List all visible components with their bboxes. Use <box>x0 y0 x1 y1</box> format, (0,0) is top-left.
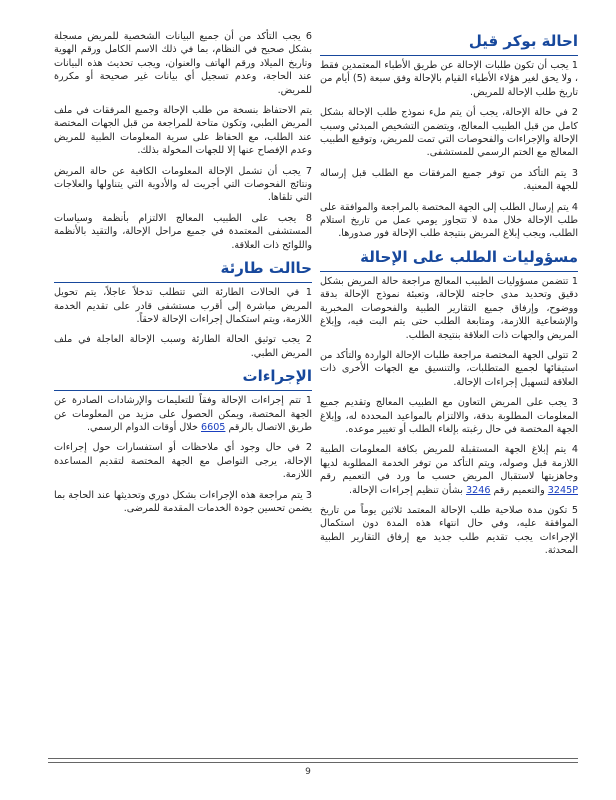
list-item: 2 في حالة الإحالة، يجب أن يتم ملء نموذج طلب الإحالة بشكل كامل من قبل الطبيب المعالج، ويتضمن التشخيص المبدئي وسبب الإحالة والإجراءات والفحوصات التي تمت للمريض، وتوقيع الطبيب المعالج مع الختم الرسمي للمستشفى. <box>320 107 578 159</box>
list-item: 1 يجب أن تكون طلبات الإحالة عن طريق الأطباء المعتمدين فقط ، ولا يحق لغير هؤلاء الأطباء القيام بالإحالة وفق سبعة (5) أيام من تاريخ طلب الإحالة للمريض. <box>320 60 578 98</box>
list-item: 1 في الحالات الطارئة التي تتطلب تدخلاً عاجلاً، يتم تحويل المريض مباشرة إلى أقرب مستشفى قادر على تقديم الخدمة اللازمة، ويتم استكمال إجراءات الإحالة لاحقاً. <box>54 287 312 325</box>
list-item: 4 يتم إرسال الطلب إلى الجهة المختصة بالمراجعة والموافقة على طلب الإحالة خلال مدة لا تتجاوز يومي عمل من تاريخ استلام الطلب، ويجب إبلاغ المريض بنتيجة طلب الإحالة فور صدورها. <box>319 201 578 240</box>
list-item: 2 في حال وجود أي ملاحظات أو استفسارات حول إجراءات الإحالة، يرجى التواصل مع الجهة المختصة لتقديم المساعدة اللازمة. <box>54 442 312 481</box>
list-item: 8 يجب على الطبيب المعالج الالتزام بأنظمة وسياسات المستشفى المعتمدة في جميع مراحل الإحالة، والتقيد بالأنظمة واللوائح ذات العلاقة. <box>54 212 312 251</box>
section-title-referral: احالة بوكر قيل <box>320 32 578 56</box>
list-item: 1 تتضمن مسؤوليات الطبيب المعالج مراجعة حالة المريض بشكل دقيق وتحديد مدى حاجته للإحالة، وتعبئة نموذج الإحالة بدقة ووضوح، وإرفاق جميع التقارير الطبية والفحوصات المخبرية والإشعاعية اللازمة، ومتابعة الطلب حتى يتم البت فيه، وإبلاغ المريض والجهات ذات العلاقة بنتيجة الطلب. <box>320 275 578 341</box>
list-item: 1 تتم إجراءات الإحالة وفقاً للتعليمات والإرشادات الصادرة عن الجهة المختصة، ويمكن الحصول على مزيد من المعلومات عن طريق الاتصال بالرقم 6605 خلال أوقات الدوام الرسمي. <box>54 395 312 433</box>
footer-divider <box>48 758 578 759</box>
section-title-procedures: الإجراءات <box>54 367 312 391</box>
circular-link-3245[interactable]: 3245P <box>547 484 578 496</box>
list-item: 4 يتم إبلاغ الجهة المستقبلة للمريض بكافة المعلومات الطبية اللازمة قبل وصوله، ويتم التأكد من توفر الخدمة المطلوبة لديها وجاهزيتها لاستقبال المريض حسب ما ورد في التعميم رقم 3245P والتعميم رقم 3246 بشأن تنظيم إجراءات الإحالة. <box>320 444 578 496</box>
circular-link-3246[interactable]: 3246 <box>466 484 491 496</box>
page-number: 9 <box>305 767 311 777</box>
list-item: 3 يتم التأكد من توفر جميع المرفقات مع الطلب قبل إرساله للجهة المعنية. <box>320 167 578 193</box>
left-column <box>54 30 312 522</box>
list-item: 3 يتم مراجعة هذه الإجراءات بشكل دوري وتحديثها عند الحاجة بما يضمن تحسين جودة الخدمات المقدمة للمرضى. <box>54 489 312 514</box>
list-item: 3 يجب على المريض التعاون مع الطبيب المعالج وتقديم جميع المعلومات المطلوبة بدقة، والالتزام بالمواعيد المحددة له، وإبلاغ الجهة المختصة في حال رغبته بإلغاء الطلب أو تغيير موعده. <box>320 397 578 435</box>
footer-divider <box>48 762 578 763</box>
list-item: 5 تكون مدة صلاحية طلب الإحالة المعتمد ثلاثين يوماً من تاريخ الموافقة عليه، وفي حال انتهاء هذه المدة دون استكمال الإجراءات يجب تقديم طلب جديد مع إرفاق التقارير الطبية المحدثة. <box>320 504 578 557</box>
phone-link-6605[interactable]: 6605 <box>201 421 226 433</box>
right-column <box>320 30 578 565</box>
section-title-responsibilities: مسؤوليات الطلب على الإحالة <box>320 248 578 272</box>
list-item: 2 تتولى الجهة المختصة مراجعة طلبات الإحالة الواردة والتأكد من استيفائها لجميع المتطلبات، والتنسيق مع الجهات الأخرى ذات العلاقة لتسهيل إجراءات الإحالة. <box>320 349 578 388</box>
section-title-emergency: حاالت طارئة <box>54 259 312 283</box>
list-item: 7 يجب أن تشمل الإحالة المعلومات الكافية عن حالة المريض ونتائج الفحوصات التي أجريت له والأدوية التي يتناولها والعلاجات التي تلقاها. <box>54 165 312 204</box>
list-item: 2 يجب توثيق الحالة الطارئة وسبب الإحالة العاجلة في ملف المريض الطبي. <box>54 334 312 359</box>
list-item: 6 يجب التأكد من أن جميع البيانات الشخصية للمريض مسجلة بشكل صحيح في النظام، بما في ذلك الاسم الكامل ورقم الهوية وتاريخ الميلاد ورقم الهاتف والعنوان، ويجب تحديث هذه البيانات عند الحاجة، وعدم تسجيل أي بيانات غير صحيحة أو مكررة للمريض. <box>54 31 312 96</box>
list-item: يتم الاحتفاظ بنسخة من طلب الإحالة وجميع المرفقات في ملف المريض الطبي، وتكون متاحة للمراجعة من قبل الجهات المختصة عند الطلب، مع الحفاظ على سرية المعلومات الطبية للمريض وعدم الإفصاح عنها إلا للجهات المخولة بذلك. <box>54 105 312 157</box>
